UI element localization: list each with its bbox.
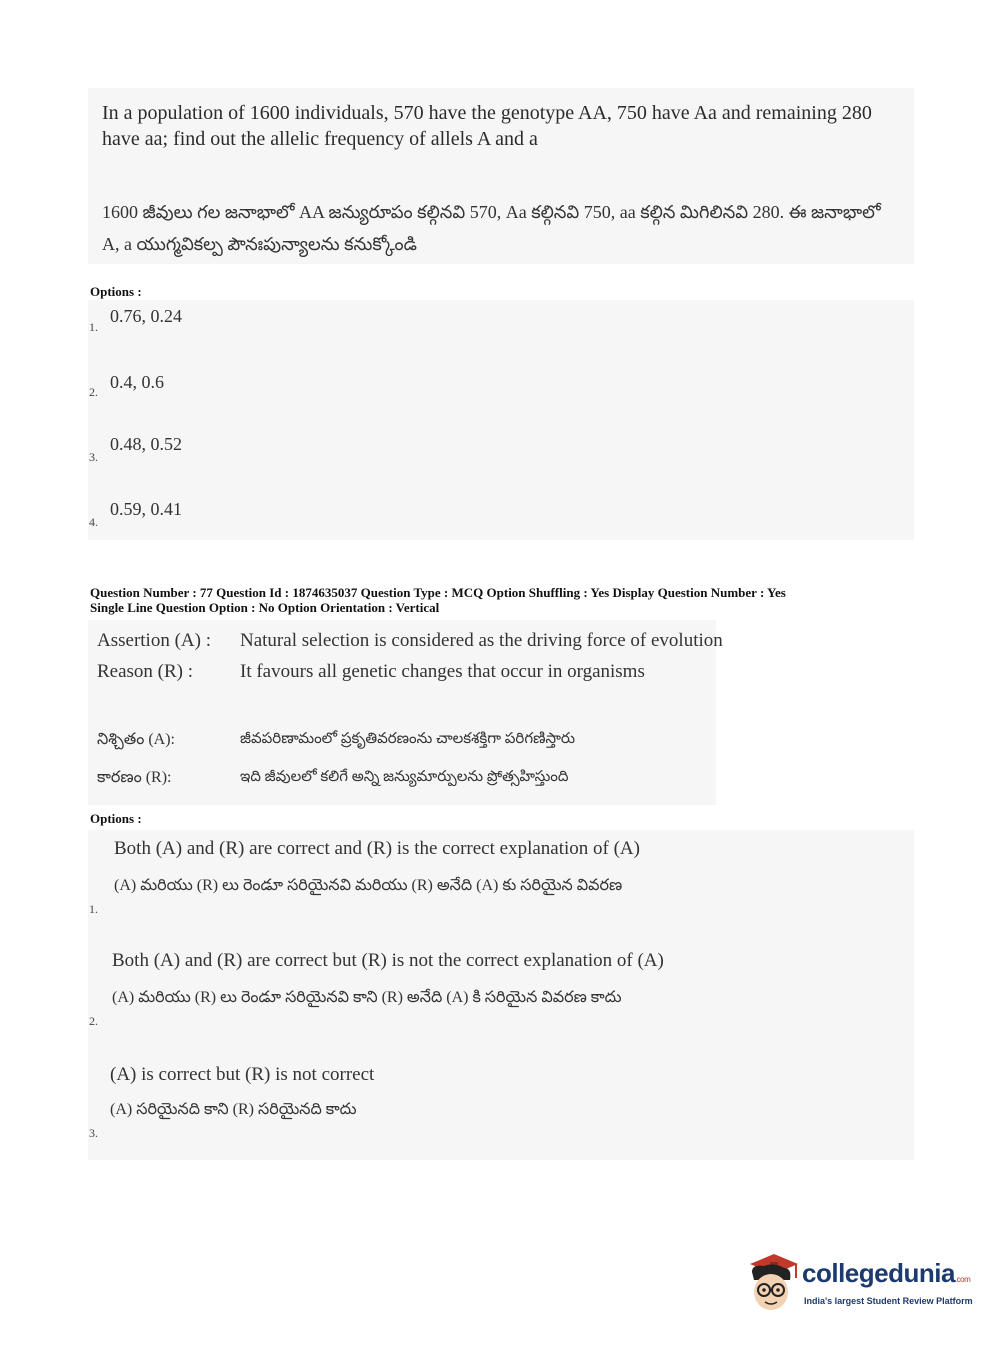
assertion-label-te: నిశ్చితం (A): — [97, 731, 175, 748]
option-number: 4. — [89, 515, 98, 529]
option-number: 1. — [89, 902, 98, 916]
option-value[interactable]: 0.59, 0.41 — [110, 499, 182, 519]
option-3-text-en[interactable]: (A) is correct but (R) is not correct — [110, 1064, 375, 1085]
reason-label: Reason (R) : — [97, 661, 194, 682]
option-1-text-te[interactable]: (A) మరియు (R) లు రెండూ సరియైనవి మరియు (R) అనేది (A) కు సరియైన వివరణ — [114, 877, 623, 894]
reason-text-te: ఇది జీవులలో కలిగే అన్ని జన్యుమార్పులను ప్రోత్సహిస్తుంది — [240, 769, 569, 785]
student-mascot-icon — [744, 1250, 800, 1316]
assertion-label: Assertion (A) : — [97, 630, 211, 651]
assertion-text-te: జీవపరిణామంలో ప్రకృతివరణంను చాలకశక్తిగా పరిగణిస్తారు — [240, 731, 576, 747]
option-number: 2. — [89, 1014, 98, 1028]
reason-text: It favours all genetic changes that occur in organisms — [240, 661, 645, 682]
option-number: 1. — [89, 320, 98, 334]
logo-name: collegedunia — [802, 1258, 955, 1288]
option-2-text-en[interactable]: Both (A) and (R) are correct but (R) is not the correct explanation of (A) — [112, 950, 664, 971]
assertion-text: Natural selection is considered as the driving force of evolution — [240, 630, 723, 651]
reason-label-te: కారణం (R): — [97, 769, 172, 786]
option-number: 3. — [89, 450, 98, 464]
question-76-text-te: 1600 జీవులు గల జనాభాలో AA జన్యురూపం కల్గినవి 570, Aa కల్గినవి 750, aa కల్గిన మిగిలినవి 280. ఈ జనాభాలో A, a యుగ్మవికల్ప పౌనఃపున్యాలను కనుక్కోండి — [102, 202, 881, 254]
meta-line-1: Question Number : 77 Question Id : 1874635037 Question Type : MCQ Option Shuffling : Yes Display Question Number : Yes — [90, 585, 786, 600]
logo-tagline: India's largest Student Review Platform — [804, 1296, 973, 1306]
option-number: 3. — [89, 1126, 98, 1140]
question-76-text-en: In a population of 1600 individuals, 570 have the genotype AA, 750 have Aa and remaining 280 have aa; find out the allelic frequency of allels A and a — [102, 102, 872, 150]
question-77-meta — [90, 585, 786, 615]
logo-suffix: .com — [954, 1275, 971, 1284]
option-value[interactable]: 0.4, 0.6 — [110, 372, 164, 392]
meta-line-2: Single Line Question Option : No Option Orientation : Vertical — [90, 600, 440, 615]
options-label: Options : — [90, 811, 142, 826]
option-3-text-te[interactable]: (A) సరియైనది కాని (R) సరియైనది కాదు — [110, 1101, 357, 1118]
collegedunia-logo[interactable] — [744, 1250, 974, 1320]
option-2-text-te[interactable]: (A) మరియు (R) లు రెండూ సరియైనవి కాని (R) అనేది (A) కి సరియైన వివరణ కాదు — [112, 989, 622, 1006]
option-value[interactable]: 0.76, 0.24 — [110, 306, 182, 326]
option-value[interactable]: 0.48, 0.52 — [110, 434, 182, 454]
option-image-area-76 — [88, 300, 914, 540]
logo-wordmark — [802, 1258, 970, 1289]
option-number: 2. — [89, 385, 98, 399]
option-1-text-en[interactable]: Both (A) and (R) are correct and (R) is the correct explanation of (A) — [114, 838, 640, 859]
options-label: Options : — [90, 284, 142, 299]
